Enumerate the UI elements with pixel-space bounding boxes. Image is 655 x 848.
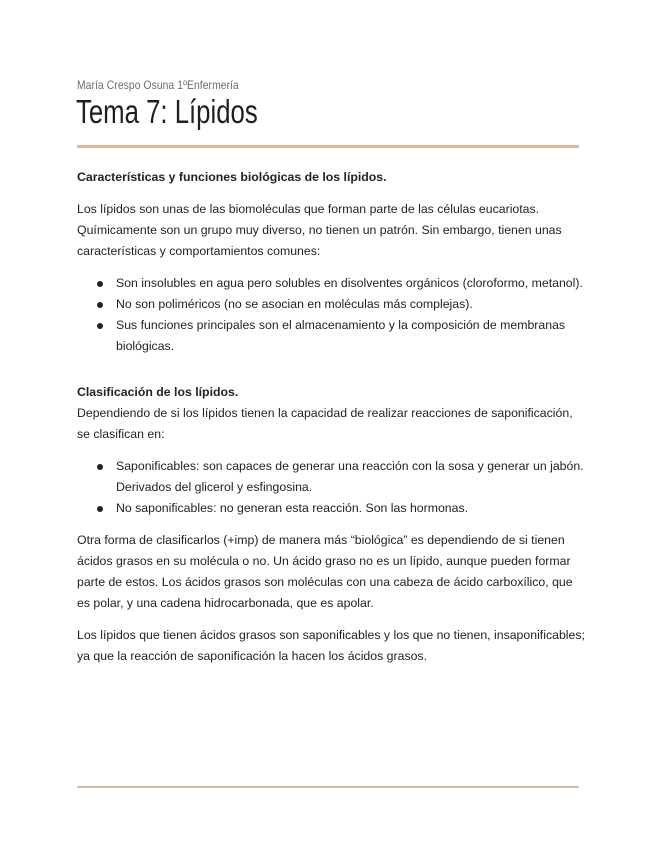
list-item (77, 294, 587, 315)
bullet-icon (97, 506, 103, 512)
list-item-text: No son poliméricos (no se asocian en moléculas más complejas). (116, 297, 473, 311)
bullet-icon (97, 323, 103, 329)
list-item-text: Sus funciones principales son el almacenamiento y la composición de membranas biológicas. (116, 318, 566, 353)
list-item (77, 315, 587, 357)
footer-divider (77, 786, 579, 788)
bullet-icon (97, 464, 103, 470)
list-item-text: Son insolubles en agua pero solubles en disolventes orgánicos (cloroformo, metanol). (116, 276, 583, 290)
list-item-text: No saponificables: no generan esta reacción. Son las hormonas. (116, 501, 469, 515)
bullet-icon (97, 302, 103, 308)
list-item (77, 456, 587, 498)
section-paragraph: Los lípidos son unas de las biomoléculas que forman parte de las células eucariotas. Químicamente son un grupo muy diverso, no tienen un patrón. Sin embargo, tienen unas características y comportamientos comunes: (77, 202, 562, 258)
section-heading-characteristics: Características y funciones biológicas de los lípidos. (77, 170, 387, 184)
author-header: María Crespo Osuna 1ºEnfermería (77, 78, 239, 92)
section-paragraph: Dependiendo de si los lípidos tienen la capacidad de realizar reacciones de saponificación, se clasifican en: (77, 406, 573, 441)
section-paragraph: Los lípidos que tienen ácidos grasos son saponificables y los que no tienen, insaponificables; ya que la reacción de saponificación la hacen los ácidos grasos. (77, 628, 585, 663)
bullet-list-characteristics (77, 273, 587, 357)
bullet-icon (97, 281, 103, 287)
list-item-text: Saponificables: son capaces de generar una reacción con la sosa y generar un jabón. Derivados del glicerol y esfingosina. (116, 459, 584, 494)
title-divider (77, 145, 579, 148)
list-item (77, 273, 587, 294)
page-title: Tema 7: Lípidos (76, 93, 258, 130)
section-heading-classification: Clasificación de los lípidos. (77, 385, 239, 399)
bullet-list-classification (77, 456, 587, 519)
document-body (77, 167, 587, 678)
list-item (77, 498, 587, 519)
section-paragraph: Otra forma de clasificarlos (+imp) de manera más “biológica” es dependiendo de si tienen ácidos grasos en su molécula o no. Un ácido graso no es un lípido, aunque pueden formar parte de estos. Los ácidos grasos son moléculas con una cabeza de ácido carboxílico, que es polar, y una cadena hidrocarbonada, que es apolar. (77, 533, 573, 610)
